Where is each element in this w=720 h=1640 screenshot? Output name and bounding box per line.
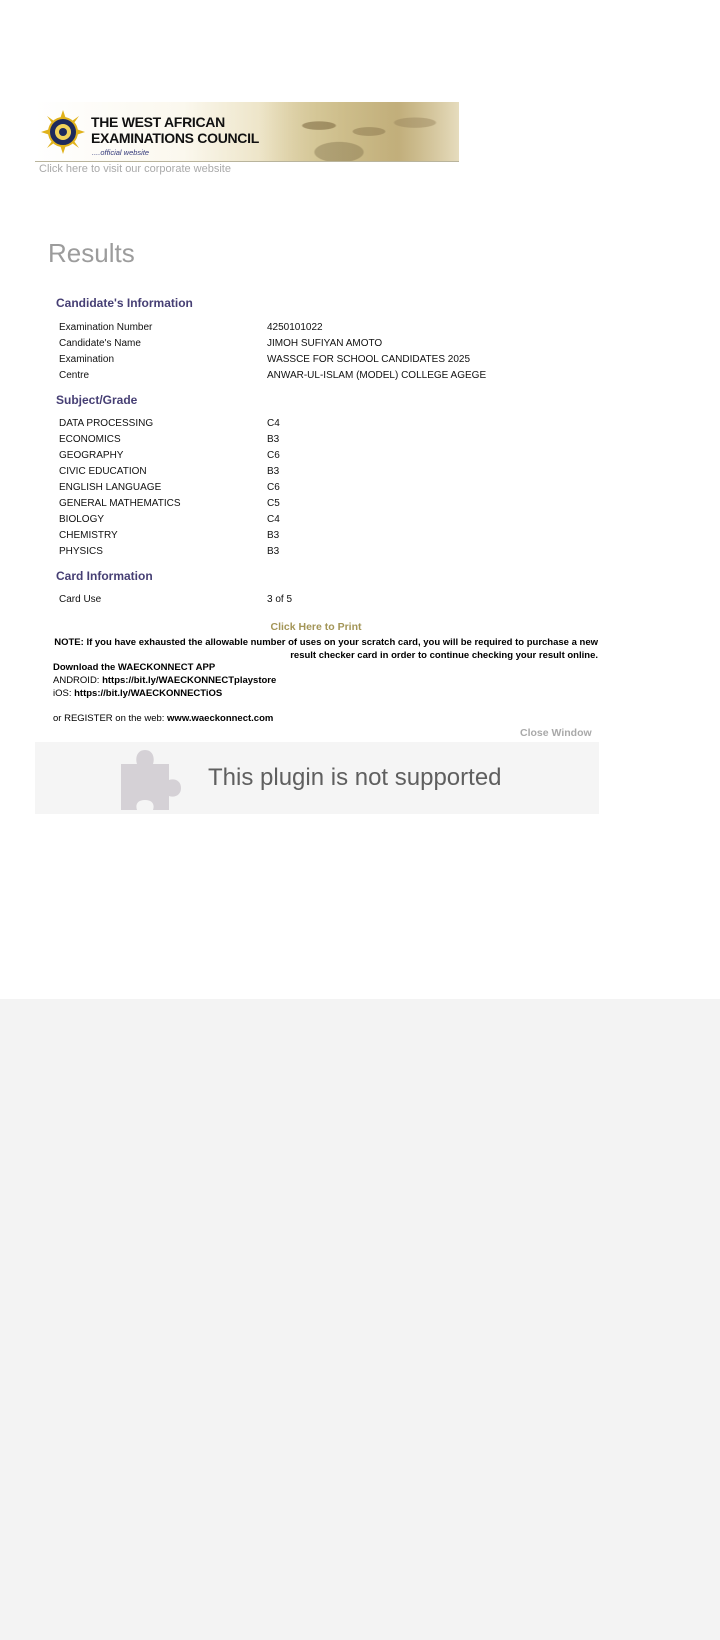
ios-line — [53, 688, 222, 699]
puzzle-piece-icon — [117, 746, 181, 810]
waec-seal-icon — [41, 110, 85, 154]
subject-grade-value: B3 — [267, 546, 280, 557]
register-line — [53, 713, 273, 724]
subject-grade-label: ECONOMICS — [59, 434, 121, 445]
candidate-info-value: JIMOH SUFIYAN AMOTO — [267, 338, 383, 349]
subject-grade-heading: Subject/Grade — [56, 393, 138, 407]
scratch-card-note: NOTE: If you have exhausted the allowable number of uses on your scratch card, you will be required to purchase a new result checker card in order to continue checking your result online. — [54, 637, 598, 661]
subject-grade-row — [59, 418, 559, 432]
candidate-info-row — [59, 354, 559, 368]
subject-grade-label: GENERAL MATHEMATICS — [59, 498, 181, 509]
ios-label: iOS: — [53, 688, 75, 699]
subject-grade-value: C4 — [267, 514, 280, 525]
banner-title — [91, 114, 259, 146]
subject-grade-label: CIVIC EDUCATION — [59, 466, 147, 477]
download-app-heading: Download the WAECKONNECT APP — [53, 662, 216, 673]
card-info-heading: Card Information — [56, 569, 153, 583]
banner-photo — [259, 102, 459, 161]
subject-grade-value: C5 — [267, 498, 280, 509]
candidate-info-label: Examination Number — [59, 322, 153, 333]
subject-grade-row — [59, 530, 559, 544]
android-line — [53, 675, 276, 686]
card-info-label: Card Use — [59, 594, 102, 605]
card-info-value: 3 of 5 — [267, 594, 293, 605]
register-link[interactable]: www.waeckonnect.com — [167, 713, 274, 724]
candidate-info-label: Examination — [59, 354, 115, 365]
subject-grade-row — [59, 546, 559, 560]
subject-grade-row — [59, 450, 559, 464]
close-window-link[interactable]: Close Window — [520, 727, 592, 739]
subject-grade-label: DATA PROCESSING — [59, 418, 154, 429]
candidate-info-value: ANWAR-UL-ISLAM (MODEL) COLLEGE AGEGE — [267, 370, 487, 381]
subject-grade-label: BIOLOGY — [59, 514, 105, 525]
subject-grade-row — [59, 434, 559, 448]
page-title: Results — [48, 238, 135, 268]
android-link[interactable]: https://bit.ly/WAECKONNECTplaystore — [102, 675, 277, 686]
register-label: or REGISTER on the web: — [53, 713, 168, 724]
subject-grade-row — [59, 482, 559, 496]
waec-banner[interactable] — [35, 102, 459, 162]
subject-grade-value: C4 — [267, 418, 280, 429]
corporate-website-link[interactable]: Click here to visit our corporate website — [39, 163, 231, 175]
candidate-info-heading: Candidate's Information — [56, 296, 193, 310]
candidate-info-value: 4250101022 — [267, 322, 323, 333]
subject-grade-value: B3 — [267, 530, 280, 541]
candidate-info-value: WASSCE FOR SCHOOL CANDIDATES 2025 — [267, 354, 471, 365]
plugin-message: This plugin is not supported — [208, 764, 502, 791]
candidate-info-row — [59, 338, 559, 352]
subject-grade-row — [59, 514, 559, 528]
banner-subtitle: ....official website — [92, 148, 150, 157]
candidate-info-label: Centre — [59, 370, 90, 381]
card-info-row — [59, 594, 559, 608]
ios-link[interactable]: https://bit.ly/WAECKONNECTiOS — [74, 688, 223, 699]
subject-grade-label: CHEMISTRY — [59, 530, 118, 541]
candidate-info-row — [59, 322, 559, 336]
plugin-placeholder — [35, 742, 599, 814]
subject-grade-label: PHYSICS — [59, 546, 103, 557]
subject-grade-value: B3 — [267, 466, 280, 477]
subject-grade-row — [59, 498, 559, 512]
subject-grade-label: GEOGRAPHY — [59, 450, 124, 461]
android-label: ANDROID: — [53, 675, 103, 686]
candidate-info-label: Candidate's Name — [59, 338, 141, 349]
print-link[interactable]: Click Here to Print — [270, 621, 362, 633]
candidate-info-row — [59, 370, 559, 384]
banner-title-line1: THE WEST AFRICAN — [91, 114, 225, 130]
subject-grade-row — [59, 466, 559, 480]
subject-grade-value: C6 — [267, 482, 280, 493]
subject-grade-value: C6 — [267, 450, 280, 461]
banner-title-line2: EXAMINATIONS COUNCIL — [91, 130, 259, 146]
subject-grade-label: ENGLISH LANGUAGE — [59, 482, 162, 493]
subject-grade-value: B3 — [267, 434, 280, 445]
